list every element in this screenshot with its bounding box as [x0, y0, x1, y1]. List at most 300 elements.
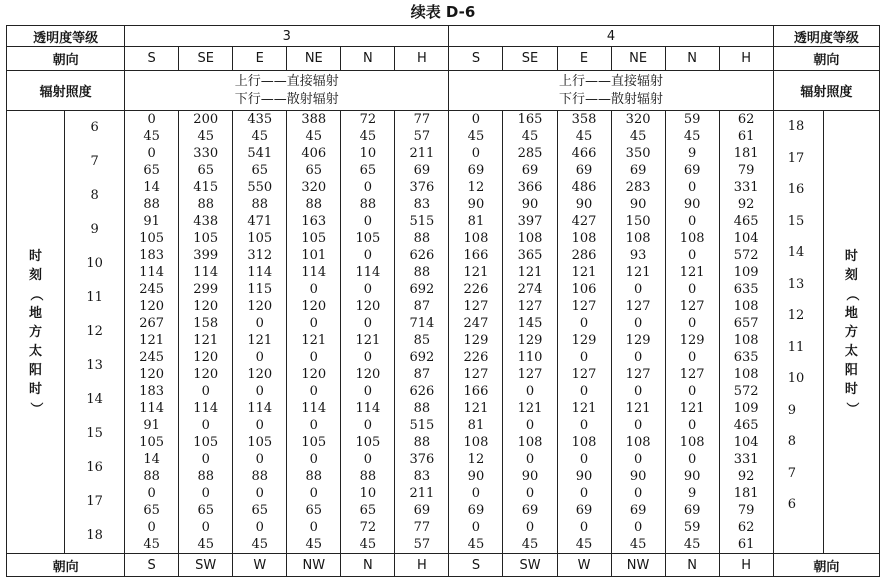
data-value: 0	[255, 350, 264, 365]
data-value: 181	[733, 146, 759, 161]
data-value: 331	[733, 452, 759, 467]
data-value: 127	[517, 299, 543, 314]
data-value: 274	[517, 282, 543, 297]
orientation-header-h: H	[395, 47, 449, 71]
data-value: 88	[305, 197, 323, 212]
legend-diffuse: 下行——散射辐射	[234, 91, 339, 107]
data-value: 120	[247, 367, 273, 382]
data-value: 0	[363, 384, 372, 399]
data-value: 129	[463, 333, 489, 348]
level-4-header: 4	[449, 26, 773, 47]
data-value: 87	[413, 367, 431, 382]
data-value: 90	[467, 469, 485, 484]
data-value: 45	[575, 537, 593, 552]
data-value: 108	[463, 231, 489, 246]
hour-label: 16	[86, 460, 103, 475]
data-value: 77	[413, 520, 431, 535]
data-value: 88	[359, 469, 377, 484]
orientation-header-e: E	[557, 47, 611, 71]
data-value: 399	[193, 248, 219, 263]
data-value: 121	[463, 401, 489, 416]
data-column-level4-h	[719, 111, 773, 554]
data-value: 0	[525, 486, 535, 501]
data-value: 388	[301, 112, 327, 127]
data-value: 0	[687, 350, 697, 365]
data-value: 0	[633, 486, 643, 501]
hour-label: 18	[787, 119, 805, 134]
orientation-label-right: 朝向	[773, 47, 879, 71]
data-value: 0	[201, 452, 210, 467]
data-value: 0	[579, 486, 589, 501]
data-value: 108	[517, 231, 543, 246]
data-value: 129	[571, 333, 597, 348]
footer-orientation-n: N	[341, 554, 395, 577]
data-value: 88	[251, 197, 269, 212]
data-value: 166	[463, 248, 489, 263]
data-value: 267	[139, 316, 165, 331]
data-value: 397	[517, 214, 543, 229]
data-value: 0	[525, 418, 535, 433]
data-value: 45	[197, 129, 214, 144]
data-value: 692	[409, 350, 435, 365]
data-value: 0	[471, 520, 481, 535]
data-value: 120	[193, 299, 219, 314]
data-value: 69	[467, 163, 485, 178]
hour-label: 10	[86, 256, 103, 271]
data-value: 0	[687, 316, 697, 331]
orientation-header-e: E	[233, 47, 287, 71]
data-value: 635	[733, 350, 759, 365]
data-value: 0	[579, 452, 589, 467]
data-value: 114	[247, 265, 273, 280]
data-value: 45	[251, 537, 269, 552]
hour-label: 17	[86, 494, 103, 509]
data-value: 88	[359, 197, 377, 212]
footer-orientation-sw: SW	[179, 554, 233, 577]
irradiance-label-left: 辐射照度	[7, 71, 125, 111]
data-value: 45	[143, 537, 160, 552]
data-value: 88	[305, 469, 323, 484]
data-value: 69	[413, 503, 431, 518]
legend-diffuse: 下行——散射辐射	[559, 91, 664, 107]
data-value: 90	[521, 197, 539, 212]
time-label-char: 方	[29, 324, 43, 340]
data-value: 0	[687, 180, 697, 195]
data-value: 515	[409, 214, 435, 229]
data-value: 245	[139, 282, 165, 297]
data-value: 0	[471, 146, 481, 161]
data-value: 108	[625, 231, 651, 246]
footer-orientation-h: H	[719, 554, 773, 577]
orientation-header-se: SE	[179, 47, 233, 71]
data-value: 226	[463, 282, 489, 297]
data-value: 121	[463, 265, 489, 280]
data-value: 45	[305, 537, 323, 552]
time-label-char: 太	[29, 343, 43, 359]
footer-orientation-w: W	[233, 554, 287, 577]
data-value: 88	[197, 197, 214, 212]
data-value: 366	[517, 180, 543, 195]
hour-label: 12	[86, 324, 103, 339]
data-value: 91	[143, 418, 160, 433]
footer-orientation-sw: SW	[503, 554, 557, 577]
data-value: 90	[521, 469, 539, 484]
data-value: 79	[737, 503, 755, 518]
time-label-char: 时	[29, 248, 43, 264]
data-value: 0	[633, 350, 643, 365]
orientation-header-s: S	[125, 47, 179, 71]
data-value: 105	[139, 231, 165, 246]
data-column-level4-e	[557, 111, 611, 554]
data-value: 72	[359, 112, 377, 127]
hour-label: 7	[787, 465, 796, 481]
data-value: 83	[413, 469, 431, 484]
data-value: 69	[683, 503, 701, 518]
data-value: 376	[409, 180, 435, 195]
data-value: 45	[467, 537, 485, 552]
footer-orientation-s: S	[125, 554, 179, 577]
data-value: 105	[193, 435, 219, 450]
data-value: 0	[633, 520, 643, 535]
data-value: 0	[255, 452, 264, 467]
data-value: 150	[625, 214, 651, 229]
orientation-header-ne: NE	[287, 47, 341, 71]
data-value: 0	[363, 350, 372, 365]
data-value: 65	[197, 163, 214, 178]
data-value: 0	[309, 350, 318, 365]
data-value: 226	[463, 350, 489, 365]
hour-label: 13	[86, 358, 103, 373]
data-value: 45	[629, 129, 647, 144]
data-value: 435	[247, 112, 273, 127]
data-value: 0	[633, 452, 643, 467]
data-value: 92	[737, 197, 755, 212]
data-value: 120	[355, 367, 381, 382]
data-value: 110	[517, 350, 543, 365]
time-label-char: 时	[29, 381, 43, 397]
data-value: 183	[139, 248, 165, 263]
data-value: 45	[683, 129, 701, 144]
hour-label: 14	[787, 245, 805, 260]
data-value: 331	[733, 180, 759, 195]
data-value: 0	[633, 316, 643, 331]
data-value: 59	[683, 520, 701, 535]
data-value: 121	[625, 401, 651, 416]
data-column-level4-ne	[611, 111, 665, 554]
data-value: 9	[687, 486, 697, 501]
data-value: 108	[679, 231, 705, 246]
data-value: 247	[463, 316, 489, 331]
data-value: 466	[571, 146, 597, 161]
time-label-char: 时	[844, 248, 858, 264]
data-value: 415	[193, 180, 219, 195]
data-value: 69	[629, 163, 647, 178]
data-value: 626	[409, 384, 435, 399]
data-value: 69	[521, 163, 539, 178]
data-value: 90	[467, 197, 485, 212]
data-value: 0	[309, 384, 318, 399]
data-value: 145	[517, 316, 543, 331]
data-value: 108	[733, 299, 759, 314]
data-value: 90	[629, 197, 647, 212]
time-label-char: 阳	[29, 362, 43, 378]
data-value: 121	[571, 265, 597, 280]
data-value: 45	[305, 129, 323, 144]
data-value: 0	[633, 282, 643, 297]
data-value: 0	[309, 486, 318, 501]
time-label-char: 地	[29, 305, 43, 321]
data-value: 65	[305, 163, 323, 178]
data-value: 283	[625, 180, 651, 195]
data-value: 105	[139, 435, 165, 450]
transparency-label-left: 透明度等级	[7, 26, 125, 47]
hour-label: 10	[787, 371, 805, 386]
hour-label: 6	[90, 120, 99, 135]
data-value: 108	[733, 367, 759, 382]
data-value: 69	[467, 503, 485, 518]
data-value: 69	[575, 503, 593, 518]
data-value: 88	[413, 265, 431, 280]
data-value: 45	[521, 129, 539, 144]
data-value: 0	[687, 452, 697, 467]
data-column-level3-s	[125, 111, 179, 554]
data-value: 0	[579, 316, 589, 331]
data-value: 81	[467, 418, 485, 433]
hour-label: 17	[787, 150, 805, 166]
data-value: 88	[251, 469, 269, 484]
data-value: 57	[413, 537, 431, 552]
data-value: 65	[251, 503, 269, 518]
data-value: 0	[687, 418, 697, 433]
data-value: 0	[525, 384, 535, 399]
data-value: 0	[579, 384, 589, 399]
data-value: 121	[679, 265, 705, 280]
data-value: 127	[625, 299, 651, 314]
data-value: 121	[355, 333, 381, 348]
data-value: 90	[575, 197, 593, 212]
data-value: 120	[139, 299, 165, 314]
data-value: 90	[683, 469, 701, 484]
data-value: 10	[359, 146, 377, 161]
data-value: 114	[355, 401, 381, 416]
data-value: 108	[571, 435, 597, 450]
data-value: 285	[517, 146, 543, 161]
data-value: 0	[363, 282, 372, 297]
data-value: 114	[139, 265, 165, 280]
data-value: 65	[143, 163, 160, 178]
data-value: 14	[143, 180, 160, 195]
data-value: 10	[359, 486, 377, 501]
footer-orientation-nw: NW	[611, 554, 665, 577]
data-value: 88	[413, 435, 431, 450]
data-value: 572	[733, 248, 759, 263]
data-value: 93	[629, 248, 647, 263]
data-value: 121	[517, 401, 543, 416]
data-value: 0	[147, 520, 156, 535]
time-label-char: （	[28, 287, 44, 301]
hour-label: 9	[90, 222, 99, 237]
data-value: 104	[733, 435, 759, 450]
data-body-row	[7, 111, 880, 554]
data-value: 376	[409, 452, 435, 467]
time-label-char: ）	[843, 401, 859, 415]
data-value: 657	[733, 316, 759, 331]
data-value: 165	[517, 112, 543, 127]
data-value: 0	[363, 248, 372, 263]
data-value: 105	[301, 231, 327, 246]
data-value: 105	[193, 231, 219, 246]
data-value: 65	[197, 503, 214, 518]
data-value: 465	[733, 214, 759, 229]
data-value: 108	[625, 435, 651, 450]
data-value: 108	[463, 435, 489, 450]
data-value: 0	[309, 418, 318, 433]
data-value: 69	[413, 163, 431, 178]
data-value: 427	[571, 214, 597, 229]
data-column-level3-se	[179, 111, 233, 554]
data-value: 365	[517, 248, 543, 263]
data-value: 299	[193, 282, 219, 297]
hour-label: 18	[86, 528, 103, 543]
data-value: 65	[143, 503, 160, 518]
orientation-header-se: SE	[503, 47, 557, 71]
footer-orientation-n: N	[665, 554, 719, 577]
irradiance-label-right: 辐射照度	[773, 71, 879, 111]
data-value: 127	[463, 299, 489, 314]
data-value: 92	[737, 469, 755, 484]
data-value: 0	[633, 418, 643, 433]
data-value: 550	[247, 180, 273, 195]
data-value: 0	[201, 486, 210, 501]
data-value: 0	[255, 384, 264, 399]
data-value: 0	[309, 452, 318, 467]
hour-label: 12	[787, 308, 805, 323]
data-value: 0	[363, 180, 372, 195]
data-value: 0	[147, 146, 156, 161]
data-value: 108	[571, 231, 597, 246]
data-value: 0	[201, 520, 210, 535]
data-value: 121	[139, 333, 165, 348]
data-value: 114	[193, 401, 219, 416]
time-label-left	[7, 111, 65, 554]
data-value: 0	[255, 418, 264, 433]
data-value: 120	[193, 367, 219, 382]
data-value: 0	[633, 384, 643, 399]
hour-label: 16	[787, 182, 805, 197]
time-label-char: 地	[844, 305, 858, 321]
level-3-header: 3	[125, 26, 449, 47]
data-value: 69	[683, 163, 701, 178]
solar-radiation-table	[6, 25, 880, 577]
irradiance-row	[7, 71, 880, 111]
data-value: 320	[625, 112, 651, 127]
data-value: 83	[413, 197, 431, 212]
hour-label: 15	[787, 213, 805, 229]
footer-orientation-label-left: 朝向	[7, 554, 125, 577]
footer-orientation-label-right: 朝向	[773, 554, 879, 577]
data-value: 114	[355, 265, 381, 280]
hours-left-column	[65, 111, 125, 554]
data-value: 105	[355, 231, 381, 246]
footer-orientation-w: W	[557, 554, 611, 577]
data-value: 88	[143, 469, 160, 484]
time-label-char: ）	[28, 401, 44, 415]
data-value: 350	[625, 146, 651, 161]
data-value: 88	[197, 469, 214, 484]
data-value: 69	[629, 503, 647, 518]
data-value: 12	[467, 180, 485, 195]
time-label-char: 阳	[844, 362, 858, 378]
data-value: 87	[413, 299, 431, 314]
data-value: 114	[193, 265, 219, 280]
data-value: 515	[409, 418, 435, 433]
hour-label: 8	[90, 188, 99, 203]
data-value: 471	[247, 214, 273, 229]
data-value: 65	[305, 503, 323, 518]
data-value: 105	[247, 435, 273, 450]
data-value: 0	[255, 486, 264, 501]
data-value: 0	[525, 452, 535, 467]
time-label-right	[823, 111, 879, 554]
data-value: 85	[413, 333, 431, 348]
data-value: 12	[467, 452, 485, 467]
time-label-char: 太	[844, 343, 858, 359]
data-value: 121	[571, 401, 597, 416]
data-value: 81	[467, 214, 485, 229]
footer-orientation-s: S	[449, 554, 503, 577]
hours-right-column	[773, 111, 823, 554]
footer-orientation-h: H	[395, 554, 449, 577]
data-value: 312	[247, 248, 273, 263]
data-value: 320	[301, 180, 327, 195]
data-value: 635	[733, 282, 759, 297]
orientation-header-n: N	[341, 47, 395, 71]
time-label-char: 刻	[29, 267, 43, 283]
data-value: 65	[251, 163, 269, 178]
data-value: 61	[737, 129, 755, 144]
data-value: 0	[255, 520, 264, 535]
data-value: 486	[571, 180, 597, 195]
data-value: 286	[571, 248, 597, 263]
data-value: 0	[201, 384, 210, 399]
data-value: 45	[359, 537, 377, 552]
data-value: 127	[463, 367, 489, 382]
data-value: 0	[471, 486, 481, 501]
data-value: 129	[679, 333, 705, 348]
data-value: 127	[571, 299, 597, 314]
data-value: 0	[687, 282, 697, 297]
hour-label: 9	[787, 402, 796, 418]
data-value: 129	[517, 333, 543, 348]
transparency-label-right: 透明度等级	[773, 26, 879, 47]
time-label-char: 方	[844, 324, 858, 340]
data-value: 115	[247, 282, 273, 297]
data-value: 0	[363, 316, 372, 331]
data-value: 62	[737, 520, 755, 535]
data-value: 88	[413, 231, 431, 246]
data-value: 9	[687, 146, 697, 161]
data-value: 65	[359, 163, 377, 178]
data-value: 129	[625, 333, 651, 348]
data-value: 69	[575, 163, 593, 178]
data-value: 714	[409, 316, 435, 331]
data-value: 0	[579, 520, 589, 535]
data-value: 438	[193, 214, 219, 229]
data-value: 0	[309, 316, 318, 331]
hour-label: 14	[86, 392, 103, 407]
data-value: 108	[517, 435, 543, 450]
data-value: 127	[571, 367, 597, 382]
